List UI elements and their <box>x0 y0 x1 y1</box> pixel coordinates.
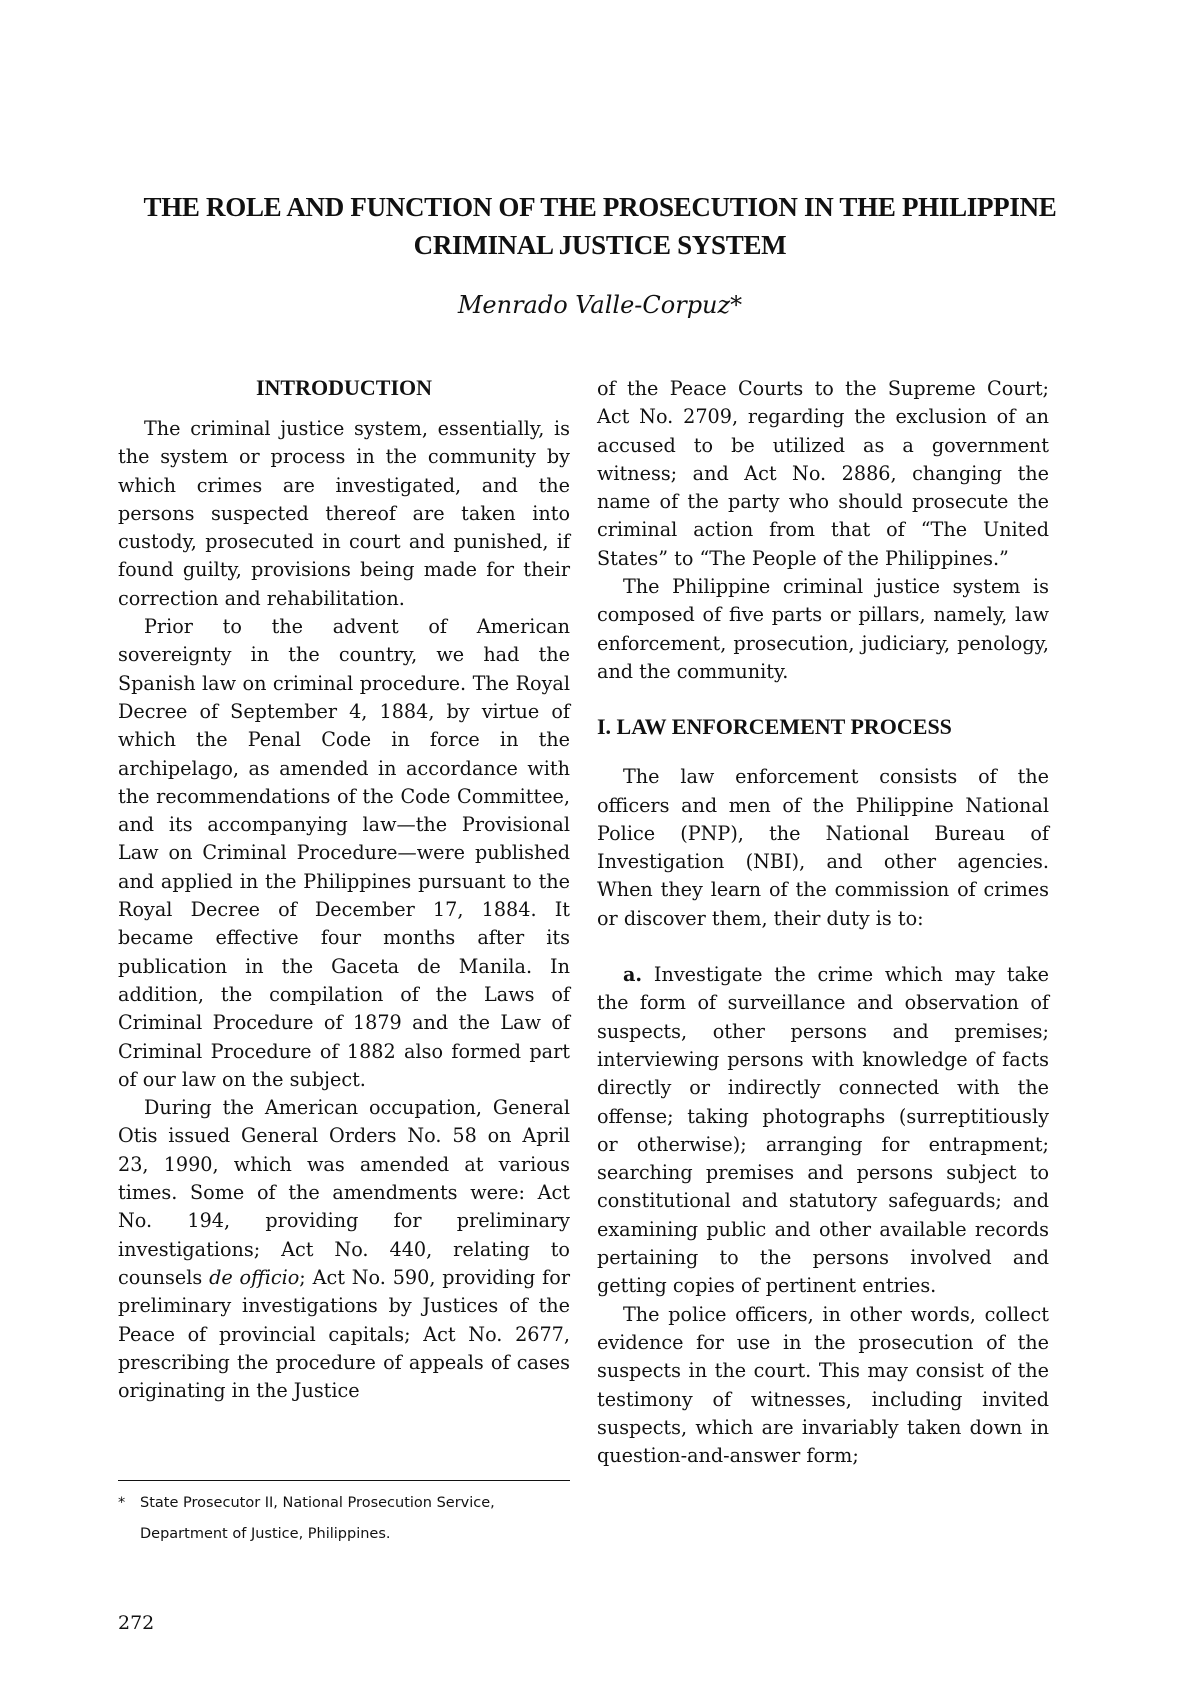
police-paragraph: The police officers, in other words, collect evidence for use in the prosecution of the suspects in the court. This may consist of the testimony of witnesses, including invited suspects, which are invariably taken down in question-and-answer form; <box>597 1302 1049 1468</box>
list-item-a <box>597 961 1049 1301</box>
intro-paragraph-3-end: ; Act No. 590, providing for preliminary investigations by Justices of the Peace of provincial capitals; Act No. 2677, prescribing the procedure of appeals of cases originating in the Justice <box>118 1265 570 1403</box>
footnote-divider <box>118 1480 570 1481</box>
intro-paragraph-3-start: During the American occupation, General Otis issued General Orders No. 58 on April 23, 1990, which was amended at various times. Some of the amendments were: Act No. 194, providing for preliminary investigations; Act No. 440, relating to counsels <box>118 1096 570 1289</box>
intro-paragraph-3 <box>118 1094 570 1405</box>
article-author: Menrado Valle-Corpuz* <box>457 291 743 319</box>
footnote-marker: * <box>118 1495 126 1511</box>
continued-paragraph: of the Peace Courts to the Supreme Court; Act No. 2709, regarding the exclusion of an accused to be utilized as a government witness; and Act No. 2886, changing the name of the party who should prosecute the criminal action from that of “The United States” to “The People of the Philippines.” <box>597 377 1049 570</box>
law-enforcement-paragraph: The law enforcement consists of the officers and men of the Philippine National Police (PNP), the National Bureau of Investigation (NBI), and other agencies. When they learn of the commission of crimes or discover them, their duty is to: <box>597 765 1049 930</box>
footnote-line-2: Department of Justice, Philippines. <box>140 1526 391 1542</box>
introduction-heading: INTRODUCTION <box>255 375 433 400</box>
de-officio-term: de officio <box>209 1265 300 1289</box>
pillars-paragraph: The Philippine criminal justice system is composed of five parts or pillars, namely, law enforcement, prosecution, judiciary, penology, and the community. <box>597 575 1049 683</box>
list-item-a-label: a. <box>623 963 643 987</box>
right-column <box>597 375 1049 1470</box>
footnote-text-1: State Prosecutor II, National Prosecution Service, <box>140 1495 495 1511</box>
list-item-a-text: Investigate the crime which may take the form of surveillance and observation of suspects, other persons and premises; interviewing persons with knowledge of facts directly or indirectly connected with the offense; taking photographs (surreptitiously or otherwise); arranging for entrapment; searching premises and persons subject to constitutional and statutory safeguards; and examining public and other available records pertaining to the persons involved and getting copies of pertinent entries. <box>597 963 1049 1298</box>
intro-paragraph-1: The criminal justice system, essentially, is the system or process in the community by which crimes are investigated, and the persons suspected thereof are taken into custody, prosecuted in court and punished, if found guilty, provisions being made for their correction and rehabilitation. <box>118 417 570 610</box>
author-footnote <box>118 1488 570 1550</box>
law-enforcement-heading: I. LAW ENFORCEMENT PROCESS <box>597 714 952 740</box>
left-column <box>118 374 570 1405</box>
page-number: 272 <box>118 1612 155 1634</box>
article-title: THE ROLE AND FUNCTION OF THE PROSECUTION IN THE PHILIPPINE CRIMINAL JUSTICE SYSTEM <box>143 192 1057 260</box>
intro-paragraph-2: Prior to the advent of American sovereignty in the country, we had the Spanish law on criminal procedure. The Royal Decree of September 4, 1884, by virtue of which the Penal Code in force in the archipelago, as amended in accordance with the recommendations of the Code Committee, and its accompanying law—the Provisional Law on Criminal Procedure—were published and applied in the Philippines pursuant to the Royal Decree of December 17, 1884. It became effective four months after its publication in the Gaceta de Manila. In addition, the compilation of the Laws of Criminal Procedure of 1879 and the Law of Criminal Procedure of 1882 also formed part of our law on the subject. <box>118 615 570 1091</box>
footnote-line-1 <box>118 1488 570 1519</box>
